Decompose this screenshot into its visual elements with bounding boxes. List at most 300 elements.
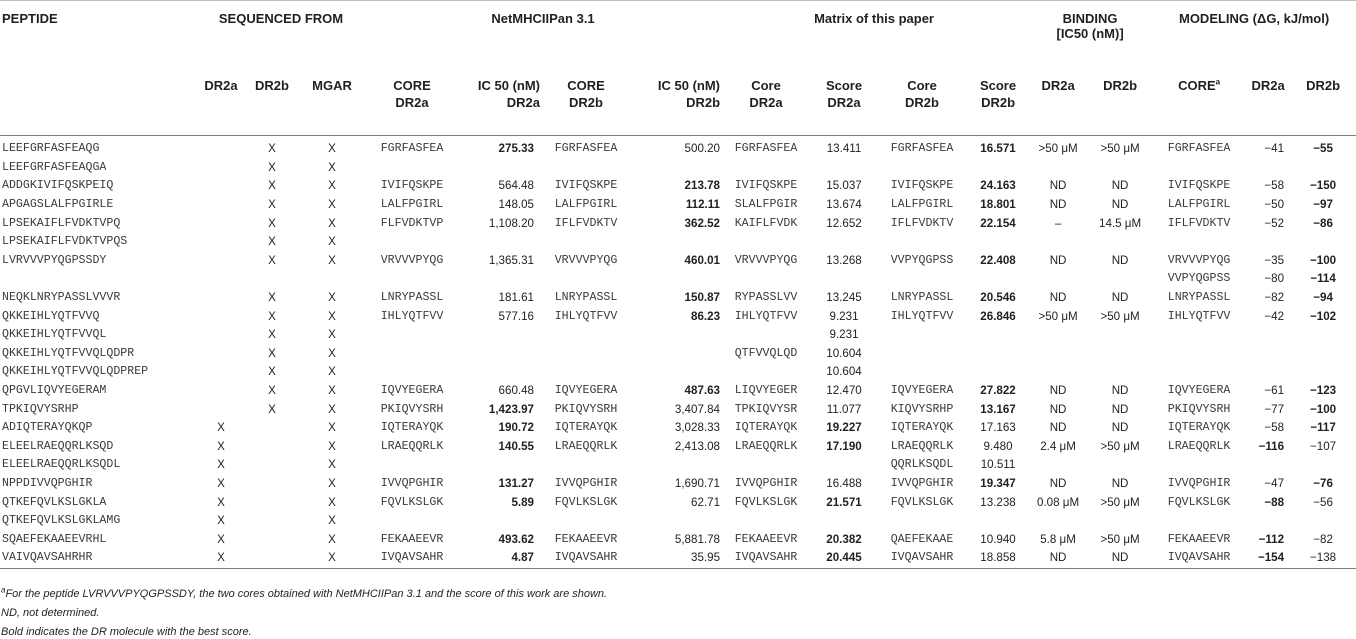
group-netmhciipan: NetMHCIIPan 3.1 [491,11,595,26]
net-ic50-dr2b-cell: 86.23 [691,309,721,323]
mod-dr2a-cell: −47 [1264,476,1285,490]
mat-core-dr2a-cell [720,270,812,289]
sub-label: DR2a [395,95,429,110]
seq-dr2b-cell: X [268,235,276,249]
net-ic50-dr2b-cell: 150.87 [684,291,721,305]
net-ic50-dr2b-cell: 487.63 [684,384,721,398]
mat-score-dr2b-cell: 27.822 [980,384,1016,398]
seq-dr2b-cell: X [268,253,276,267]
seq-dr2a-cell [196,159,246,178]
mat-score-dr2b-cell: 17.163 [980,421,1016,435]
footnote-nd: ND, not determined. [1,607,100,619]
seq-dr2b-cell: X [268,346,276,360]
seq-mgar-cell: X [328,179,336,193]
table-row [0,252,1356,271]
mod-core-cell [1152,326,1246,345]
mat-score-dr2a-cell: 13.411 [826,142,862,156]
mat-core-dr2a-cell: FEKAAEEVR [734,532,798,546]
table-row [0,419,1356,438]
group-binding-line1: BINDING [1062,11,1118,26]
net-core-dr2b-cell [540,512,632,531]
mat-score-dr2a-cell [812,159,876,178]
net-ic50-dr2b-cell: 460.01 [684,253,721,267]
mod-dr2a-cell [1246,512,1290,531]
net-core-dr2a-cell [366,456,458,475]
mat-core-dr2a-cell: KAIFLFVDK [734,216,798,230]
mod-dr2a-cell: −112 [1258,532,1285,546]
mod-dr2b-cell: −56 [1313,495,1333,509]
net-core-dr2b-cell [540,363,632,382]
mod-dr2b-cell: −100 [1310,402,1337,416]
mat-core-dr2b-cell: FGRFASFEA [890,142,954,156]
net-ic50-dr2b-cell [632,345,720,364]
table-row [0,345,1356,364]
mat-core-dr2b-cell: IVVQPGHIR [890,476,954,490]
table-row [0,159,1356,178]
net-core-dr2a-cell: LALFPGIRL [380,198,444,212]
mat-score-dr2a-cell: 15.037 [826,179,862,193]
seq-dr2a-cell [196,233,246,252]
net-core-dr2a-cell: FQVLKSLGK [380,495,444,509]
net-ic50-dr2a-cell [458,345,540,364]
net-core-dr2b-cell: VRVVVPYQG [554,253,618,267]
table-row [0,475,1356,494]
mat-score-dr2b-cell: 26.846 [980,309,1016,323]
net-core-dr2b-cell: FGRFASFEA [554,142,618,156]
mat-score-dr2a-cell: 11.077 [826,402,862,416]
seq-dr2a-cell: X [196,549,246,568]
mod-core-cell: IFLFVDKTV [1167,216,1231,230]
net-core-dr2a-cell: FLFVDKTVP [380,216,444,230]
mod-core-cell: IVIFQSKPE [1167,179,1231,193]
net-core-dr2a-cell: LRAEQQRLK [380,439,444,453]
mod-core-cell: IVQAVSAHR [1152,549,1246,568]
mat-score-dr2b-cell [968,363,1028,382]
bind-dr2a-cell [1028,270,1088,289]
seq-dr2b-cell: X [268,365,276,379]
net-ic50-dr2a-cell: 148.05 [498,198,535,212]
net-core-dr2b-cell: LRAEQQRLK [554,439,618,453]
mod-dr2b-cell: −107 [1310,439,1337,453]
seq-dr2b-cell: X [268,216,276,230]
mod-dr2a-cell: −88 [1264,495,1285,509]
mat-score-dr2b-cell: 22.154 [980,216,1016,230]
seq-dr2a-cell: X [217,421,225,435]
seq-mgar-cell: X [328,514,336,528]
mat-score-dr2a-cell [812,512,876,531]
net-ic50-dr2a-cell: 1,423.97 [488,402,535,416]
footnote-a-marker: a [1,585,6,595]
net-core-dr2b-cell: IVQAVSAHR [540,549,632,568]
bind-dr2a-cell: >50 μM [1038,142,1078,156]
peptide-cell: LPSEKAIFLFVDKTVPQS [2,235,128,249]
mod-dr2b-cell [1290,456,1356,475]
table-body [0,136,1356,569]
sub-label: DR2a [749,95,783,110]
bind-dr2a-cell [1028,345,1088,364]
table-row [0,382,1356,401]
seq-dr2b-cell [246,438,298,457]
seq-mgar-cell: X [328,402,336,416]
mat-score-dr2a-cell: 20.445 [812,549,876,568]
mat-core-dr2a-cell: IVIFQSKPE [734,179,798,193]
peptide-cell: ELEELRAEQQRLKSQD [2,439,114,453]
mod-core-cell [1152,363,1246,382]
seq-dr2b-cell [246,475,298,494]
col-peptide-header: PEPTIDE [2,11,58,26]
peptide-cell: TPKIQVYSRHP [2,402,79,416]
mod-dr2b-cell [1290,326,1356,345]
mat-core-dr2a-cell: FGRFASFEA [734,142,798,156]
mat-score-dr2b-cell: 24.163 [980,179,1016,193]
bind-dr2a-cell: – [1054,216,1062,230]
seq-dr2b-cell [246,419,298,438]
net-ic50-dr2a-cell: 493.62 [498,532,535,546]
net-ic50-dr2a-cell [458,456,540,475]
sub-mat-score-dr2a [812,55,876,136]
seq-dr2a-cell: X [217,514,225,528]
seq-dr2a-cell: X [217,458,225,472]
mod-core-cell: IVVQPGHIR [1167,476,1231,490]
mat-core-dr2b-cell: LRAEQQRLK [890,439,954,453]
bind-dr2b-cell [1088,159,1152,178]
seq-mgar-cell: X [328,346,336,360]
mod-dr2a-cell [1246,456,1290,475]
table-row [0,270,1356,289]
net-core-dr2b-cell [540,326,632,345]
seq-dr2b-cell [246,493,298,512]
mat-score-dr2a-cell: 13.245 [826,291,862,305]
sub-empty [0,55,196,136]
table-row [0,363,1356,382]
bind-dr2a-cell [1028,363,1088,382]
mat-score-dr2b-cell: 10.940 [980,532,1016,546]
mat-score-dr2a-cell: 20.382 [826,532,862,546]
net-ic50-dr2b-cell [632,159,720,178]
net-core-dr2b-cell: IQTERAYQK [554,421,618,435]
seq-dr2b-cell: X [268,198,276,212]
mat-core-dr2b-cell [876,326,968,345]
table-row [0,512,1356,531]
mod-dr2a-cell: −35 [1264,253,1285,267]
mod-core-cell [1152,345,1246,364]
group-binding [1028,1,1152,56]
mat-score-dr2a-cell: 13.268 [826,253,862,267]
net-core-dr2b-cell [540,159,632,178]
bind-dr2b-cell [1088,512,1152,531]
seq-mgar-cell: X [328,458,336,472]
mod-dr2a-cell [1246,345,1290,364]
mat-score-dr2b-cell: 13.167 [980,402,1016,416]
peptide-cell: NPPDIVVQPGHIR [2,476,93,490]
mat-core-dr2b-cell: VVPYQGPSS [890,253,954,267]
net-ic50-dr2a-cell: 5.89 [511,495,535,509]
bind-dr2b-cell: ND [1088,549,1152,568]
bind-dr2a-cell: ND [1049,198,1067,212]
mod-core-cell [1152,233,1246,252]
bind-dr2a-cell: ND [1049,402,1067,416]
net-ic50-dr2b-cell: 213.78 [684,179,721,193]
mod-dr2b-cell: −76 [1313,476,1333,490]
bind-dr2b-cell [1088,363,1152,382]
seq-mgar-cell: X [328,216,336,230]
table-row [0,177,1356,196]
net-ic50-dr2a-cell: 181.61 [498,291,535,305]
bind-dr2b-cell: ND [1111,476,1129,490]
sub-label: IC 50 (nM) [477,78,541,93]
mat-core-dr2b-cell: IVQAVSAHR [876,549,968,568]
mat-core-dr2a-cell: IQTERAYQK [734,421,798,435]
table-row [0,493,1356,512]
footnote-a-text: For the peptide LVRVVVPYQGPSSDY, the two cores obtained with NetMHCIIPan 3.1 and the score of this work are shown. [5,588,608,600]
mat-core-dr2a-cell: QTFVVQLQD [734,346,798,360]
sub-label: IC 50 (nM) [657,78,721,93]
seq-mgar-cell [298,270,366,289]
mat-score-dr2b-cell: 10.511 [980,458,1016,472]
table-row [0,214,1356,233]
bind-dr2a-cell: ND [1049,384,1067,398]
sub-mat-core-dr2b [876,55,968,136]
net-ic50-dr2a-cell: 1,108.20 [488,216,535,230]
sub-bind-dr2b: DR2b [1103,78,1138,93]
mod-dr2a-cell: −41 [1264,142,1285,156]
footnote-a [1,585,608,600]
mat-score-dr2a-cell: 13.674 [826,198,862,212]
seq-mgar-cell: X [328,365,336,379]
sub-label: DR2b [981,95,1016,110]
table-row [0,233,1356,252]
net-ic50-dr2b-cell [632,512,720,531]
mat-score-dr2b-cell [968,233,1028,252]
seq-dr2b-cell [246,512,298,531]
sub-seq-dr2b: DR2b [255,78,289,93]
bind-dr2b-cell: >50 μM [1100,532,1140,546]
bind-dr2b-cell: ND [1111,198,1129,212]
seq-mgar-cell: X [328,253,336,267]
mod-core-cell: FQVLKSLGK [1167,495,1231,509]
mod-dr2b-cell: −82 [1313,532,1333,546]
bind-dr2a-cell: >50 μM [1038,309,1078,323]
mod-dr2b-cell [1290,233,1356,252]
sub-label: Score [979,78,1017,93]
seq-dr2a-cell [196,363,246,382]
mat-core-dr2b-cell [876,159,968,178]
bind-dr2b-cell: >50 μM [1100,439,1140,453]
sub-seq-dr2a: DR2a [204,78,238,93]
seq-mgar-cell: X [328,421,336,435]
seq-dr2b-cell: X [268,328,276,342]
bind-dr2a-cell: 0.08 μM [1037,495,1080,509]
seq-mgar-cell: X [328,532,336,546]
seq-dr2b-cell [246,549,298,568]
mod-dr2a-cell: −116 [1258,439,1285,453]
bind-dr2b-cell [1088,345,1152,364]
table-row [0,307,1356,326]
net-core-dr2b-cell [540,456,632,475]
seq-dr2a-cell [196,400,246,419]
sub-seq-mgar: MGAR [312,78,352,93]
mat-core-dr2a-cell: IVQAVSAHR [720,549,812,568]
mod-core-cell: LRAEQQRLK [1167,439,1231,453]
peptide-cell: LPSEKAIFLFVDKTVPQ [2,216,121,230]
sub-label: DR2b [905,95,939,110]
net-ic50-dr2a-cell: 1,365.31 [488,253,535,267]
mod-core-cell: VVPYQGPSS [1167,272,1231,286]
mat-score-dr2b-cell [968,159,1028,178]
sub-mod-core [1152,55,1246,136]
table-row [0,136,1356,159]
net-core-dr2b-cell: IHLYQTFVV [554,309,618,323]
net-core-dr2b-cell [540,270,632,289]
net-ic50-dr2b-cell [632,233,720,252]
net-ic50-dr2b-cell: 112.11 [685,198,721,212]
mat-core-dr2b-cell: FQVLKSLGK [890,495,954,509]
sub-label: DR2a [506,95,541,110]
footnote-marker: a [1215,77,1221,87]
mat-score-dr2b-cell: 18.858 [968,549,1028,568]
mod-dr2a-cell [1246,159,1290,178]
net-core-dr2a-cell [366,363,458,382]
mat-score-dr2b-cell [968,326,1028,345]
mod-dr2a-cell: −58 [1264,421,1285,435]
seq-dr2a-cell [196,382,246,401]
mat-core-dr2b-cell [876,512,968,531]
peptide-cell: QKKEIHLYQTFVVQ [2,309,100,323]
seq-dr2a-cell: X [217,439,225,453]
net-core-dr2a-cell: IQVYEGERA [380,384,444,398]
net-core-dr2b-cell: LNRYPASSL [554,291,618,305]
net-ic50-dr2b-cell [632,363,720,382]
peptide-cell: LEEFGRFASFEAQGA [2,160,107,174]
net-ic50-dr2a-cell: 660.48 [498,384,535,398]
mod-dr2a-cell: −42 [1264,309,1285,323]
mat-core-dr2a-cell: SLALFPGIR [734,198,798,212]
net-core-dr2a-cell [366,345,458,364]
table-row [0,400,1356,419]
net-core-dr2b-cell [540,345,632,364]
mat-score-dr2b-cell: 13.238 [980,495,1016,509]
seq-dr2a-cell [196,326,246,345]
seq-dr2a-cell [196,196,246,215]
mod-core-cell: VRVVVPYQG [1167,253,1231,267]
sub-label: CORE [1178,78,1216,93]
mat-core-dr2b-cell: IFLFVDKTV [890,216,954,230]
mod-dr2a-cell: −58 [1264,179,1285,193]
net-ic50-dr2a-cell [458,159,540,178]
seq-dr2b-cell: X [268,142,276,156]
mat-core-dr2a-cell: IVVQPGHIR [734,476,798,490]
seq-mgar-cell: X [328,384,336,398]
net-ic50-dr2b-cell: 1,690.71 [674,476,721,490]
bind-dr2b-cell: ND [1111,253,1129,267]
bind-dr2a-cell: 2.4 μM [1040,439,1076,453]
peptide-cell: QTKEFQVLKSLGKLAMG [2,514,121,528]
net-ic50-dr2b-cell: 62.71 [691,495,721,509]
net-core-dr2a-cell [366,270,458,289]
header-group-row [0,1,1356,56]
seq-mgar-cell: X [328,309,336,323]
mod-dr2b-cell: −97 [1313,198,1333,212]
seq-dr2b-cell [246,530,298,549]
mat-score-dr2a-cell: 19.227 [826,421,862,435]
net-ic50-dr2a-cell [458,270,540,289]
net-ic50-dr2a-cell [458,233,540,252]
seq-mgar-cell: X [328,142,336,156]
seq-dr2b-cell [246,456,298,475]
seq-dr2b-cell: X [268,384,276,398]
mat-core-dr2b-cell: IHLYQTFVV [890,309,954,323]
mod-dr2b-cell [1290,363,1356,382]
net-ic50-dr2a-cell: 564.48 [498,179,535,193]
mat-score-dr2a-cell: 17.190 [826,439,862,453]
bind-dr2b-cell [1088,233,1152,252]
seq-dr2a-cell [196,289,246,308]
net-core-dr2a-cell [366,233,458,252]
net-core-dr2b-cell: IQVYEGERA [554,384,618,398]
mat-score-dr2a-cell: 9.231 [829,328,859,342]
mod-dr2a-cell: −77 [1264,402,1285,416]
mat-core-dr2a-cell [720,159,812,178]
mat-core-dr2a-cell: TPKIQVYSR [734,402,798,416]
bind-dr2a-cell: ND [1049,291,1067,305]
net-core-dr2b-cell: IVIFQSKPE [554,179,618,193]
sub-label: DR2a [827,95,861,110]
seq-dr2a-cell: X [217,532,225,546]
peptide-cell: ADDGKIVIFQSKPEIQ [2,179,114,193]
net-core-dr2a-cell: FGRFASFEA [380,142,444,156]
mod-dr2a-cell: −61 [1264,384,1285,398]
net-ic50-dr2a-cell: 4.87 [458,549,540,568]
group-modeling: MODELING (ΔG, kJ/mol) [1178,11,1330,26]
seq-dr2a-cell [196,307,246,326]
peptide-cell: QPGVLIQVYEGERAM [2,384,107,398]
sub-net-core-dr2a [366,55,458,136]
mat-score-dr2b-cell: 18.801 [980,198,1016,212]
bind-dr2a-cell: 5.8 μM [1040,532,1076,546]
seq-mgar-cell: X [328,439,336,453]
mat-core-dr2a-cell: LIQVYEGER [734,384,798,398]
net-ic50-dr2a-cell: 190.72 [498,421,535,435]
seq-mgar-cell: X [328,328,336,342]
mat-core-dr2b-cell: QQRLKSQDL [890,458,954,472]
table-row [0,438,1356,457]
table-row [0,289,1356,308]
seq-dr2a-cell [196,177,246,196]
net-ic50-dr2b-cell: 35.95 [632,549,720,568]
mod-dr2b-cell [1290,512,1356,531]
net-core-dr2a-cell: FEKAAEEVR [380,532,444,546]
mat-score-dr2a-cell: 10.604 [826,365,862,379]
mod-dr2a-cell [1246,326,1290,345]
bind-dr2b-cell: ND [1111,291,1129,305]
group-sequenced-from: SEQUENCED FROM [218,11,344,26]
net-core-dr2b-cell: IVVQPGHIR [554,476,618,490]
mat-score-dr2b-cell: 9.480 [983,439,1013,453]
mod-dr2a-cell: −52 [1264,216,1285,230]
mat-score-dr2b-cell: 16.571 [980,142,1016,156]
net-core-dr2a-cell [366,326,458,345]
net-core-dr2a-cell [366,159,458,178]
net-core-dr2a-cell: IHLYQTFVV [380,309,444,323]
sub-label: DR2b [686,95,721,110]
mat-score-dr2a-cell: 10.604 [826,346,862,360]
net-core-dr2b-cell: PKIQVYSRH [554,402,618,416]
mat-score-dr2b-cell [968,345,1028,364]
seq-mgar-cell: X [328,160,336,174]
mat-core-dr2a-cell [720,326,812,345]
seq-dr2a-cell [196,252,246,271]
peptide-cell: VAIVQAVSAHRHR [0,549,196,568]
